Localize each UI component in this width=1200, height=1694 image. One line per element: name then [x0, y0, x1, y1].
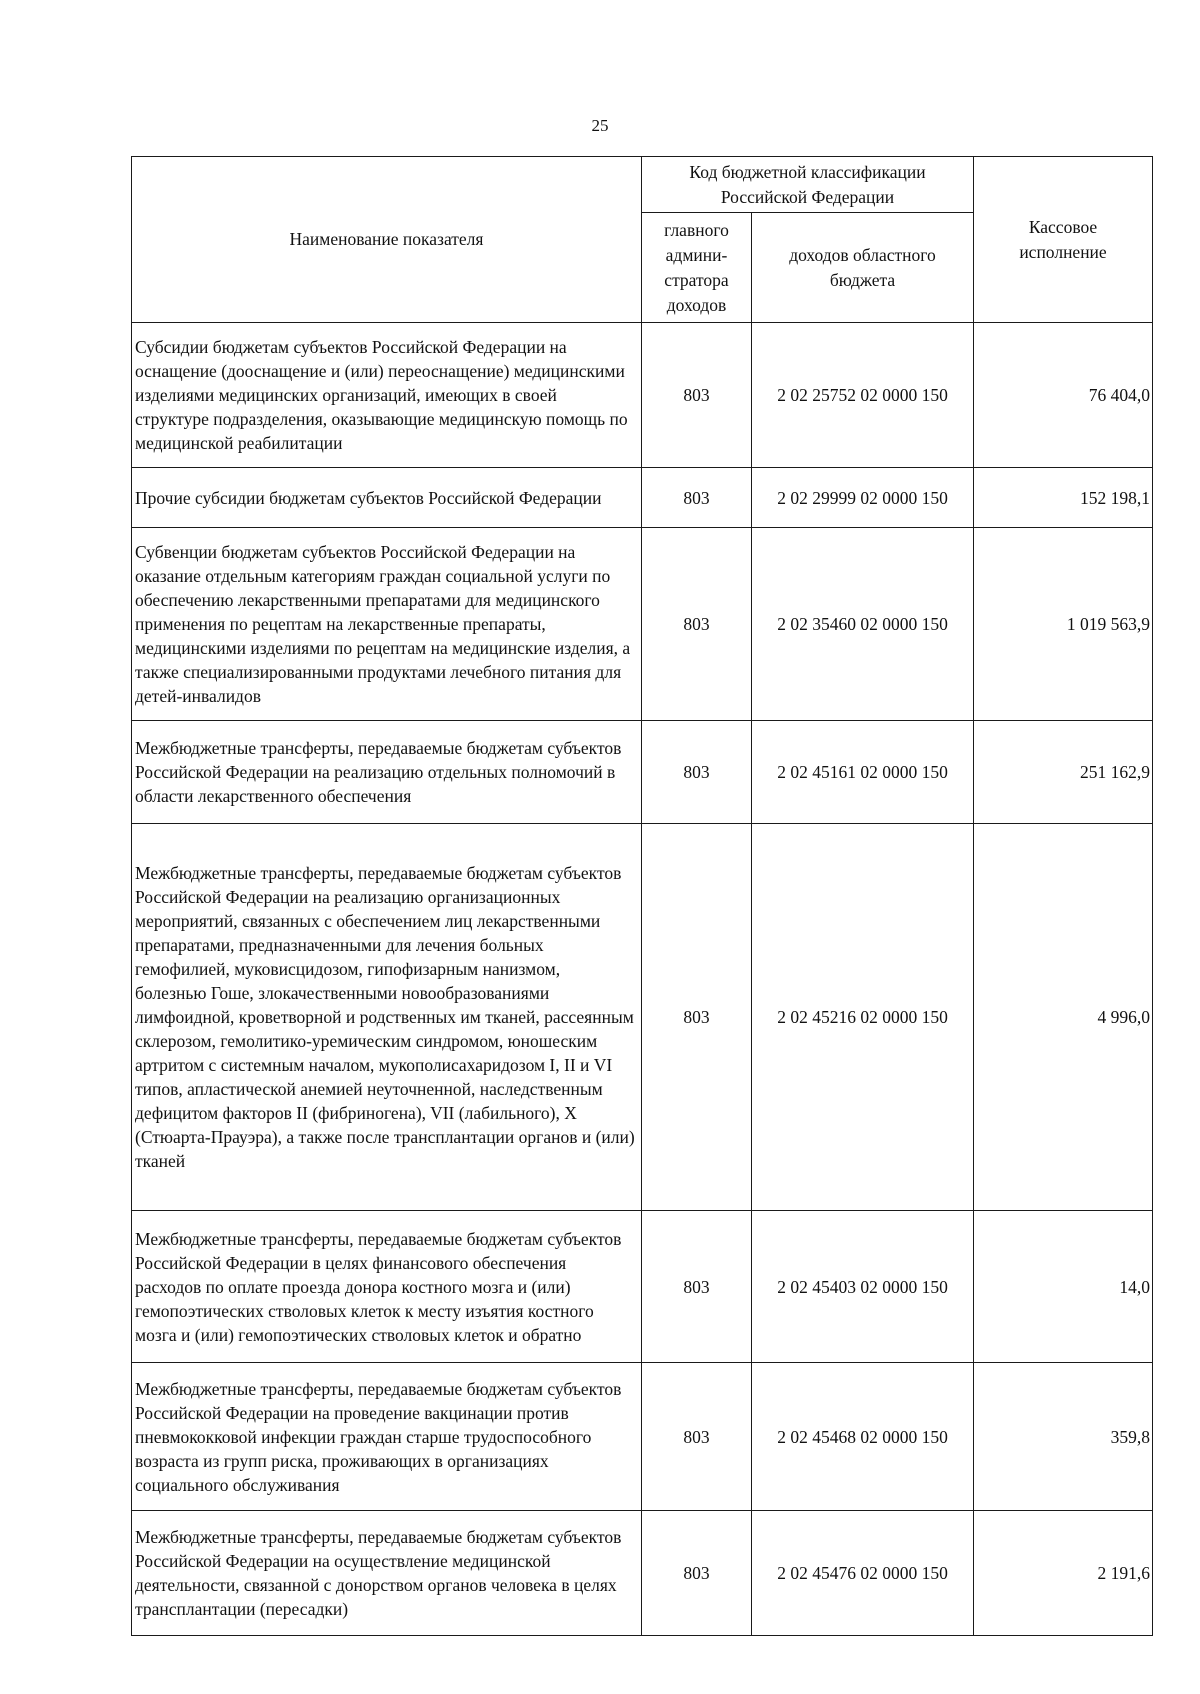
table-row	[132, 468, 1153, 528]
budget-table	[131, 156, 1153, 1636]
row-name: Межбюджетные трансферты, передаваемые бюджетам субъектов Российской Федерации на осуществление медицинской деятельности, связанной с донорством органов человека в целях трансплантации (пересадки)	[132, 1511, 642, 1636]
row-name: Межбюджетные трансферты, передаваемые бюджетам субъектов Российской Федерации на реализацию отдельных полномочий в области лекарственного обеспечения	[132, 721, 642, 824]
row-admin-code: 803	[642, 1511, 752, 1636]
table-row	[132, 323, 1153, 468]
table-row	[132, 721, 1153, 824]
row-name: Межбюджетные трансферты, передаваемые бюджетам субъектов Российской Федерации в целях финансового обеспечения расходов по оплате проезда донора костного мозга и (или) гемопоэтических стволовых клеток к месту изъятия костного мозга и (или) гемопоэтических стволовых клеток и обратно	[132, 1211, 642, 1363]
row-name: Межбюджетные трансферты, передаваемые бюджетам субъектов Российской Федерации на проведение вакцинации против пневмококковой инфекции граждан старше трудоспособного возраста из групп риска, проживающих в организациях социального обслуживания	[132, 1363, 642, 1511]
row-admin-code: 803	[642, 468, 752, 528]
header-cash-column	[974, 157, 1153, 323]
header-admin-line: главного	[664, 219, 729, 240]
table-row	[132, 528, 1153, 721]
header-name-column	[132, 157, 642, 323]
row-budget-code: 2 02 29999 02 0000 150	[752, 468, 974, 528]
header-code-group-label: Код бюджетной классификации Российской Федерации	[689, 161, 926, 207]
row-budget-code: 2 02 45476 02 0000 150	[752, 1511, 974, 1636]
header-income-line: доходов областного	[789, 244, 936, 265]
row-admin-code: 803	[642, 1211, 752, 1363]
row-budget-code: 2 02 45161 02 0000 150	[752, 721, 974, 824]
header-cash-line: Кассовое	[1028, 216, 1098, 237]
row-admin-code: 803	[642, 323, 752, 468]
row-cash-value: 2 191,6	[974, 1511, 1153, 1636]
row-name: Прочие субсидии бюджетам субъектов Российской Федерации	[132, 468, 642, 528]
row-admin-code: 803	[642, 721, 752, 824]
header-admin-line: админи-	[665, 244, 728, 265]
row-cash-value: 152 198,1	[974, 468, 1153, 528]
row-cash-value: 1 019 563,9	[974, 528, 1153, 721]
table-header	[132, 157, 1153, 323]
row-name: Субсидии бюджетам субъектов Российской Федерации на оснащение (дооснащение и (или) переоснащение) медицинскими изделиями медицинских организаций, имеющих в своей структуре подразделения, оказывающие медицинскую помощь по медицинской реабилитации	[132, 323, 642, 468]
row-cash-value: 251 162,9	[974, 721, 1153, 824]
row-cash-value: 4 996,0	[974, 824, 1153, 1211]
header-admin-line: стратора	[664, 269, 729, 290]
table-row	[132, 824, 1153, 1211]
table-row	[132, 1211, 1153, 1363]
header-income-line: бюджета	[829, 269, 896, 290]
header-code-group	[642, 157, 974, 213]
row-name: Межбюджетные трансферты, передаваемые бюджетам субъектов Российской Федерации на реализацию организационных мероприятий, связанных с обеспечением лиц лекарственными препаратами, предназначенными для лечения больных гемофилией, муковисцидозом, гипофизарным нанизмом, болезнью Гоше, злокачественными новообразованиями лимфоидной, кроветворной и родственных им тканей, рассеянным склерозом, гемолитико-уремическим синдромом, юношеским артритом с системным началом, мукополисахаридозом I, II и VI типов, апластической анемией неуточненной, наследственным дефицитом факторов II (фибриногена), VII (лабильного), X (Стюарта-Прауэра), а также после трансплантации органов и (или) тканей	[132, 824, 642, 1211]
row-name: Субвенции бюджетам субъектов Российской Федерации на оказание отдельным категориям граждан социальной услуги по обеспечению лекарственными препаратами для медицинского применения по рецептам на лекарственные препараты, медицинскими изделиями по рецептам на медицинские изделия, а также специализированными продуктами лечебного питания для детей-инвалидов	[132, 528, 642, 721]
page-number: 25	[591, 116, 609, 135]
row-budget-code: 2 02 45468 02 0000 150	[752, 1363, 974, 1511]
row-cash-value: 359,8	[974, 1363, 1153, 1511]
header-admin-column	[642, 213, 752, 323]
table-row	[132, 1363, 1153, 1511]
row-budget-code: 2 02 25752 02 0000 150	[752, 323, 974, 468]
row-cash-value: 76 404,0	[974, 323, 1153, 468]
header-row-1	[132, 157, 1153, 213]
header-name-label: Наименование показателя	[289, 229, 484, 249]
row-budget-code: 2 02 45216 02 0000 150	[752, 824, 974, 1211]
row-budget-code: 2 02 45403 02 0000 150	[752, 1211, 974, 1363]
table-row	[132, 1511, 1153, 1636]
row-cash-value: 14,0	[974, 1211, 1153, 1363]
row-budget-code: 2 02 35460 02 0000 150	[752, 528, 974, 721]
row-admin-code: 803	[642, 824, 752, 1211]
row-admin-code: 803	[642, 528, 752, 721]
table-body	[132, 323, 1153, 1636]
row-admin-code: 803	[642, 1363, 752, 1511]
header-cash-line: исполнение	[1019, 241, 1107, 262]
header-admin-line: доходов	[666, 294, 727, 315]
header-income-column	[752, 213, 974, 323]
